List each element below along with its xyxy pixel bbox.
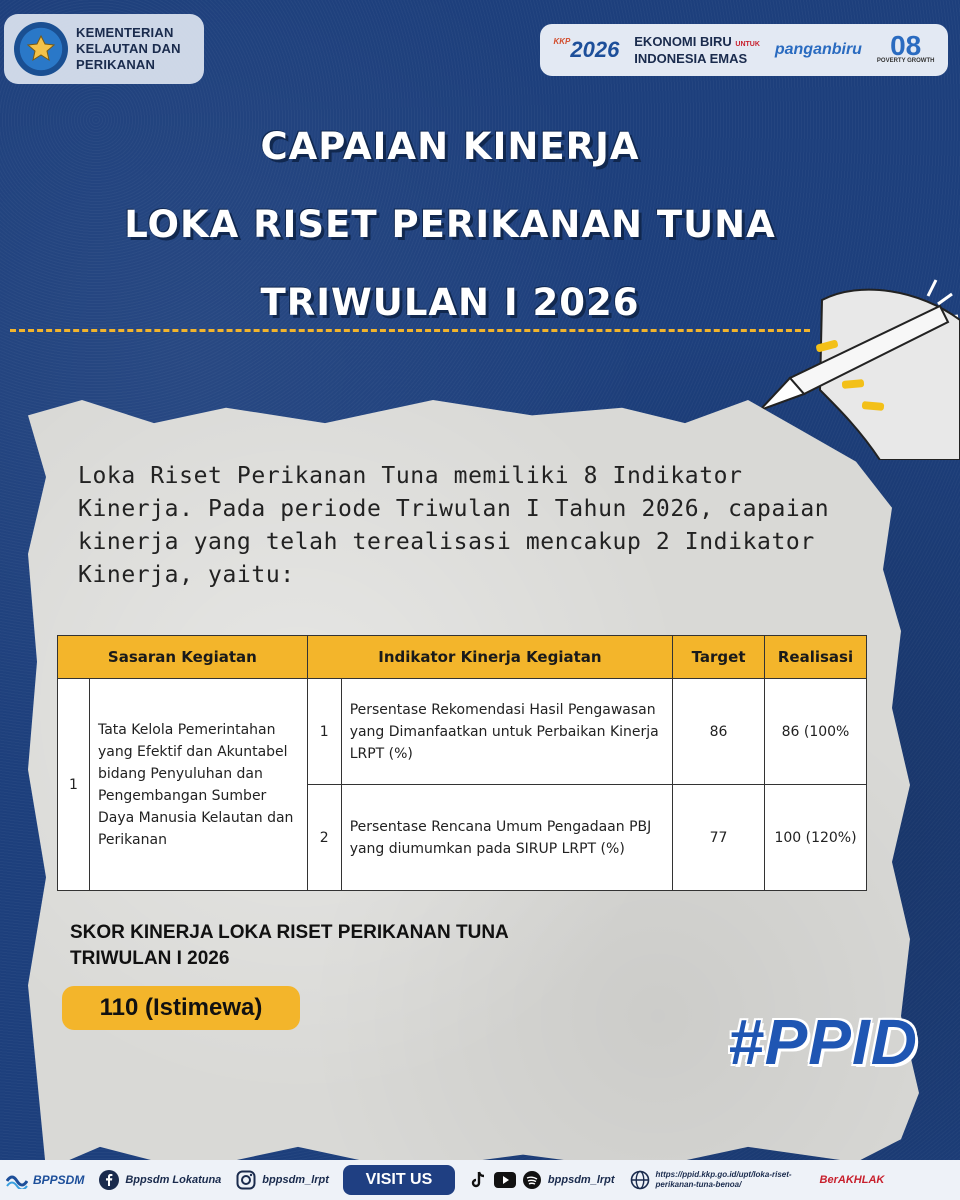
target-value: 86 bbox=[673, 679, 765, 785]
ministry-name-line: PERIKANAN bbox=[76, 57, 156, 72]
website-url: https://ppid.kkp.go.id/upt/loka-riset-perikanan-tuna-benoa/ bbox=[655, 1170, 792, 1189]
kkp-year: 2026 bbox=[570, 37, 620, 62]
globe-icon bbox=[629, 1169, 651, 1191]
zero-eight-number: 08 bbox=[890, 30, 922, 61]
facebook-link[interactable] bbox=[98, 1169, 221, 1191]
panganbiru-logo: panganbiru bbox=[774, 41, 862, 58]
social-handles[interactable] bbox=[467, 1169, 615, 1191]
instagram-icon bbox=[235, 1169, 257, 1191]
indikator-number: 1 bbox=[307, 679, 341, 785]
title-line-3: TRIWULAN I 2026 bbox=[260, 281, 640, 324]
ekonomi-biru-line1: EKONOMI BIRU bbox=[634, 33, 732, 49]
bppsdm-label: BPPSDM bbox=[33, 1173, 85, 1187]
target-value: 77 bbox=[673, 785, 765, 891]
ministry-badge bbox=[4, 14, 204, 84]
ministry-name-line: KELAUTAN DAN bbox=[76, 41, 181, 56]
bppsdm-logo bbox=[6, 1169, 84, 1191]
sasaran-number: 1 bbox=[58, 679, 90, 891]
youtube-icon bbox=[494, 1169, 516, 1191]
score-title-line: TRIWULAN I 2026 bbox=[70, 948, 230, 969]
ekonomi-biru-logo bbox=[634, 35, 760, 66]
score-badge: 110 (Istimewa) bbox=[62, 986, 300, 1030]
sasaran-text: Tata Kelola Pemerintahan yang Efektif dan Akuntabel bidang Penyuluhan dan Pengembangan Sumber Daya Manusia Kelautan dan Perikanan bbox=[89, 679, 307, 891]
title-line-2: LOKA RISET PERIKANAN TUNA bbox=[124, 203, 776, 246]
ppid-hashtag: #PPID bbox=[728, 1006, 918, 1078]
zero-eight-logo bbox=[876, 30, 935, 65]
title-line-1: CAPAIAN KINERJA bbox=[260, 125, 640, 168]
realisasi-value: 100 (120%) bbox=[765, 785, 867, 891]
instagram-link[interactable] bbox=[235, 1169, 329, 1191]
table-header-row bbox=[58, 636, 867, 679]
tiktok-icon bbox=[467, 1169, 489, 1191]
score-title bbox=[70, 920, 630, 972]
ekonomi-biru-untuk: UNTUK bbox=[735, 40, 760, 48]
partner-logo-bar bbox=[540, 24, 948, 76]
col-header-target: Target bbox=[673, 636, 765, 679]
kkp-tag: KKP bbox=[553, 37, 571, 46]
score-title-line: SKOR KINERJA LOKA RISET PERIKANAN TUNA bbox=[70, 922, 509, 943]
col-header-indikator: Indikator Kinerja Kegiatan bbox=[307, 636, 672, 679]
col-header-sasaran: Sasaran Kegiatan bbox=[58, 636, 308, 679]
website-link[interactable] bbox=[629, 1169, 806, 1191]
facebook-label: Bppsdm Lokatuna bbox=[125, 1174, 222, 1186]
footer-bar bbox=[0, 1160, 960, 1200]
instagram-label: bppsdm_lrpt bbox=[262, 1174, 329, 1186]
ministry-logo-icon bbox=[14, 22, 68, 76]
ministry-name-line: KEMENTERIAN bbox=[76, 25, 174, 40]
berakhlak-logo: BerAKHLAK bbox=[819, 1174, 885, 1186]
social-handle-label: bppsdm_lrpt bbox=[547, 1174, 615, 1186]
ekonomi-biru-line2: INDONESIA EMAS bbox=[634, 50, 748, 66]
ministry-name bbox=[76, 25, 181, 73]
zero-eight-sub: POVERTY GROWTH bbox=[876, 58, 935, 64]
indikator-number: 2 bbox=[307, 785, 341, 891]
intro-paragraph: Loka Riset Perikanan Tuna memiliki 8 Indikator Kinerja. Pada periode Triwulan I Tahun 2026, capaian kinerja yang telah terealisasi mencakup 2 Indikator Kinerja, yaitu: bbox=[78, 463, 830, 588]
performance-table bbox=[57, 635, 867, 891]
indikator-text: Persentase Rencana Umum Pengadaan PBJ yang diumumkan pada SIRUP LRPT (%) bbox=[341, 785, 672, 891]
realisasi-value: 86 (100% bbox=[765, 679, 867, 785]
spotify-icon bbox=[521, 1169, 543, 1191]
kkp-2026-logo bbox=[553, 37, 619, 63]
visit-us-button[interactable]: VISIT US bbox=[343, 1165, 455, 1195]
indikator-text: Persentase Rekomendasi Hasil Pengawasan yang Dimanfaatkan untuk Perbaikan Kinerja LRPT (%) bbox=[341, 679, 672, 785]
bppsdm-wave-icon bbox=[6, 1169, 28, 1191]
col-header-realisasi: Realisasi bbox=[765, 636, 867, 679]
table-row bbox=[58, 679, 867, 785]
dashed-divider bbox=[10, 329, 810, 332]
facebook-icon bbox=[98, 1169, 120, 1191]
